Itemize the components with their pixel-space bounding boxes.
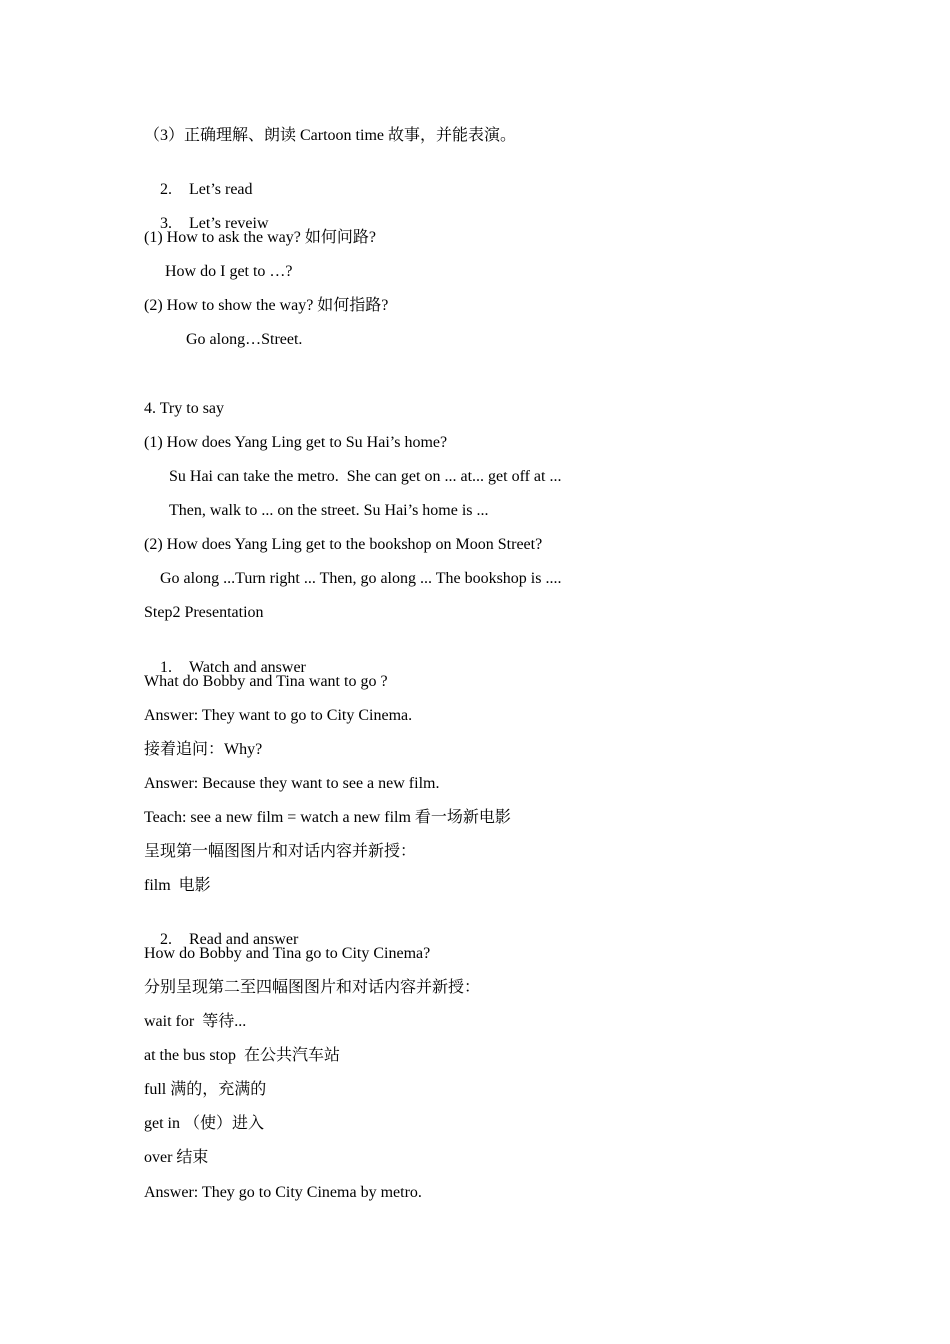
answer-1-line-1: Su Hai can take the metro. She can get on ... at... get off at ... bbox=[169, 468, 562, 485]
present-picture-1: 呈现第一幅图图片和对话内容并新授： bbox=[144, 843, 417, 860]
list-number: 2. bbox=[160, 181, 172, 198]
list-item-text: Let’s reveiw bbox=[189, 215, 269, 232]
question-2: (2) How does Yang Ling get to the bookshop on Moon Street? bbox=[144, 536, 543, 553]
list-number: 1. bbox=[160, 659, 172, 676]
list-number: 2. bbox=[160, 931, 172, 948]
watch-answer: Answer: They want to go to City Cinema. bbox=[144, 707, 413, 724]
ask-way-heading: (1) How to ask the way? 如何问路? bbox=[144, 229, 376, 246]
list-item-watch-answer bbox=[144, 638, 306, 676]
vocab-wait-for: wait for 等待... bbox=[144, 1013, 247, 1030]
vocab-get-in: get in （使）进入 bbox=[144, 1115, 264, 1132]
watch-question: What do Bobby and Tina want to go ? bbox=[144, 673, 388, 690]
vocab-over: over 结束 bbox=[144, 1149, 209, 1166]
list-item-text: Read and answer bbox=[189, 931, 299, 948]
objective-line: （3）正确理解、朗读 Cartoon time 故事，并能表演。 bbox=[144, 127, 516, 144]
present-pictures-2-4: 分别呈现第二至四幅图图片和对话内容并新授： bbox=[144, 979, 481, 996]
answer-1-line-2: Then, walk to ... on the street. Su Hai’s home is ... bbox=[169, 502, 489, 519]
show-way-heading: (2) How to show the way? 如何指路? bbox=[144, 297, 389, 314]
read-answer: Answer: They go to City Cinema by metro. bbox=[144, 1184, 422, 1201]
vocab-full: full 满的，充满的 bbox=[144, 1081, 267, 1098]
list-item-text: Let’s read bbox=[189, 181, 253, 198]
list-item-read-answer bbox=[144, 910, 299, 948]
list-item-lets-review bbox=[144, 194, 269, 232]
vocab-film: film 电影 bbox=[144, 877, 211, 894]
step2-heading: Step2 Presentation bbox=[144, 604, 264, 621]
teach-line: Teach: see a new film = watch a new film 看一场新电影 bbox=[144, 809, 511, 826]
follow-up-question: 接着追问：Why? bbox=[144, 741, 263, 758]
read-question: How do Bobby and Tina go to City Cinema? bbox=[144, 945, 431, 962]
list-item-text: Watch and answer bbox=[189, 659, 306, 676]
vocab-bus-stop: at the bus stop 在公共汽车站 bbox=[144, 1047, 340, 1064]
list-item-lets-read bbox=[144, 160, 253, 198]
ask-way-example: How do I get to …? bbox=[165, 263, 293, 280]
try-to-say-heading: 4. Try to say bbox=[144, 400, 225, 417]
list-number: 3. bbox=[160, 215, 172, 232]
question-1: (1) How does Yang Ling get to Su Hai’s home? bbox=[144, 434, 448, 451]
answer-2: Go along ...Turn right ... Then, go along ... The bookshop is .... bbox=[160, 570, 562, 587]
show-way-example: Go along…Street. bbox=[186, 331, 303, 348]
follow-up-answer: Answer: Because they want to see a new film. bbox=[144, 775, 440, 792]
